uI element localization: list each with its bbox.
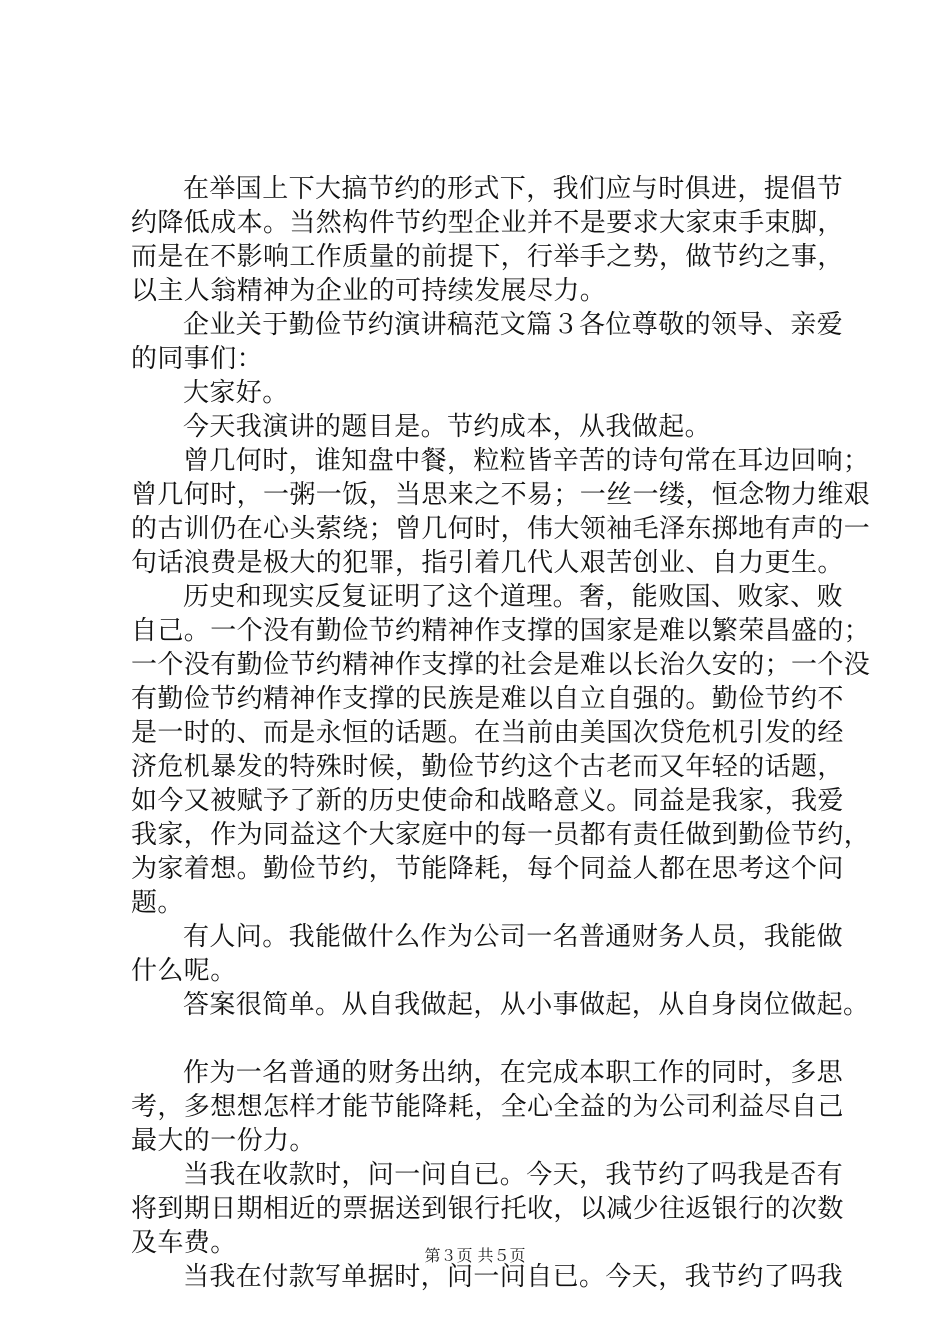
page-footer: 第３页 共５页 bbox=[424, 1246, 526, 1265]
text-line: 最大的一份力。 bbox=[131, 1126, 316, 1156]
text-line: 题。 bbox=[131, 888, 184, 918]
text-line: 有勤俭节约精神作支撑的民族是难以自立自强的。勤俭节约不 bbox=[131, 684, 844, 714]
text-line: 考，多想想怎样才能节能降耗，全心全益的为公司利益尽自己 bbox=[131, 1092, 844, 1122]
text-line: 历史和现实反复证明了这个道理。奢，能败国、败家、败 bbox=[183, 582, 844, 612]
blank-line bbox=[131, 1022, 851, 1056]
text-line: 济危机暴发的特殊时候，勤俭节约这个古老而又年轻的话题， bbox=[131, 752, 844, 782]
text-line: 曾几何时，一粥一饭，当思来之不易；一丝一缕，恒念物力维艰 bbox=[131, 480, 871, 510]
text-line: 曾几何时，谁知盘中餐，粒粒皆辛苦的诗句常在耳边回响； bbox=[183, 446, 870, 476]
text-line: 有人问。我能做什么作为公司一名普通财务人员，我能做 bbox=[183, 922, 844, 952]
text-line: 企业关于勤俭节约演讲稿范文篇３各位尊敬的领导、亲爱 bbox=[183, 310, 844, 340]
text-line: 作为一名普通的财务出纳，在完成本职工作的同时，多思 bbox=[183, 1058, 844, 1088]
text-line: 当我在付款写单据时，问一问自已。今天，我节约了吗我 bbox=[183, 1262, 844, 1292]
text-line: 以主人翁精神为企业的可持续发展尽力。 bbox=[131, 276, 607, 306]
text-line: 答案很简单。从自我做起，从小事做起，从自身岗位做起。 bbox=[183, 990, 870, 1020]
text-line: 为家着想。勤俭节约，节能降耗，每个同益人都在思考这个问 bbox=[131, 854, 844, 884]
text-line: 当我在收款时，问一问自已。今天，我节约了吗我是否有 bbox=[183, 1160, 844, 1190]
document-body bbox=[131, 172, 871, 1294]
text-line: 自己。一个没有勤俭节约精神作支撑的国家是难以繁荣昌盛的； bbox=[131, 616, 871, 646]
text-line: 及车费。 bbox=[131, 1228, 237, 1258]
text-line: 的古训仍在心头萦绕；曾几何时，伟大领袖毛泽东掷地有声的一 bbox=[131, 514, 871, 544]
text-line: 在举国上下大搞节约的形式下，我们应与时俱进，提倡节 bbox=[183, 174, 844, 204]
text-line: 今天我演讲的题目是。节约成本，从我做起。 bbox=[183, 412, 712, 442]
text-line: 如今又被赋予了新的历史使命和战略意义。同益是我家，我爱 bbox=[131, 786, 844, 816]
text-line: 句话浪费是极大的犯罪，指引着几代人艰苦创业、自力更生。 bbox=[131, 548, 844, 578]
text-line: 的同事们： bbox=[131, 344, 264, 374]
text-line: 将到期日期相近的票据送到银行托收，以减少往返银行的次数 bbox=[131, 1194, 844, 1224]
text-line: 约降低成本。当然构件节约型企业并不是要求大家束手束脚， bbox=[131, 208, 844, 238]
text-line: 一个没有勤俭节约精神作支撑的社会是难以长治久安的；一个没 bbox=[131, 650, 871, 680]
text-line: 而是在不影响工作质量的前提下，行举手之势，做节约之事， bbox=[131, 242, 844, 272]
text-line: 我家，作为同益这个大家庭中的每一员都有责任做到勤俭节约， bbox=[131, 820, 871, 850]
text-line: 大家好。 bbox=[183, 378, 289, 408]
text-line: 是一时的、而是永恒的话题。在当前由美国次贷危机引发的经 bbox=[131, 718, 844, 748]
text-line: 什么呢。 bbox=[131, 956, 237, 986]
